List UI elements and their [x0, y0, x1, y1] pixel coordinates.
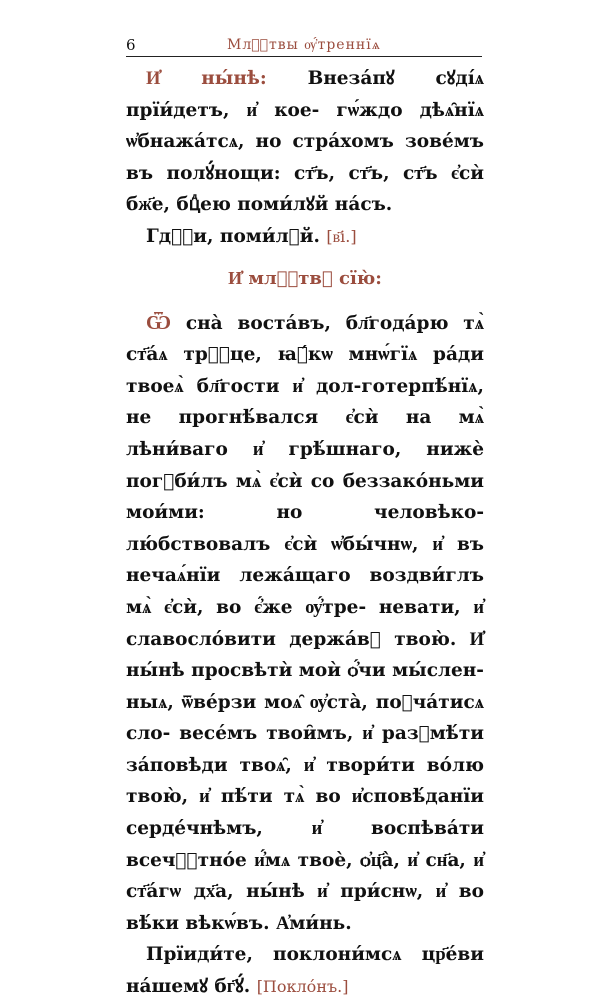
paragraph-text: Внеза́пꙋ сꙋді́ѧ прїи́детъ, и҆ кое- гѡ́ждо дѣѧ̑нїѧ ѡ҆бнажа́тсѧ, но стра́хомъ зове́мъ въ полꙋ́нощи: ст҃ъ, ст҃ъ, ст҃ъ є҆сѝ бж҃е, бцⷣею поми́лꙋй на́съ.: [126, 68, 484, 216]
closing-paragraph: [126, 939, 484, 1002]
paragraph-and-now: [126, 63, 484, 221]
closing-text: Прїиди́те, поклони́мсѧ цр҃е́ви на́шемꙋ бг҃ꙋ́.: [126, 944, 484, 998]
initial-letter: Ѿ: [146, 309, 172, 334]
page-body: [126, 63, 484, 1003]
rubric-lead: И҆ ны́нѣ:: [146, 68, 267, 89]
paragraph-lord-have-mercy: [126, 221, 484, 253]
running-title: Млⷭ҇твы ѹ҆́треннїѧ: [227, 37, 381, 53]
prayer-paragraph: [126, 307, 484, 940]
page-header: [126, 36, 482, 57]
paragraph-text: Гдⷭ҇и, поми́лꙋй.: [146, 225, 320, 247]
rubric-note: [в҃і.]: [326, 226, 357, 246]
section-heading: И҆ млⷭ҇твꙋ сїю̀:: [228, 267, 382, 289]
page-number: 6: [126, 36, 136, 54]
prayer-text: сна̀ воста́въ, бл҃года́рю тѧ̀ ст҃а́ѧ трⷪ҇це, ꙗ҆́кѡ мнѡ́гїѧ ра́ди твоеѧ̀ бл҃гости и҆ дол-готерпѣ́нїѧ, не прогнѣ́вался є҆сѝ на мѧ̀ лѣни́ваго и҆ грѣ́шнаго, нижѐ погꙋби́лъ мѧ̀ є҆сѝ со беззако́ньми мои́ми: но человѣко- лю́бствовалъ є҆сѝ ѡ҆бы́чнѡ, и҆ въ нечаѧ́нїи лежа́щаго воздви́глъ мѧ̀ є҆сѝ, во є҆́же ѹ҆́тре- невати, и҆ славосло́вити держа́вꙋ твою̀. И҆ ны́нѣ просвѣтѝ моѝ ѻ҆́чи мы́слен- ныѧ, ѿве́рзи моѧ̑ ѹ҆ста̀, поꙋча́тисѧ сло- весе́мъ твои̑мъ, и҆ разꙋмѣ́ти за́повѣди твоѧ̑, и҆ твори́ти во́лю твою̀, и҆ пѣ́ти тѧ̀ во и҆сповѣ́данїи серде́чнѣмъ, и҆ воспѣва́ти всечⷭ҇тно́е и҆́мѧ твоѐ, ѻ҆ц҃а̀, и҆ сн҃а, и҆ ст҃а́гѡ дх҃а, ны́нѣ и҆ при́снѡ, и҆ во вѣ́ки вѣкѡ́въ. А҆ми́нь.: [126, 312, 484, 934]
rubric-note: [Покло́нъ.]: [256, 977, 349, 997]
